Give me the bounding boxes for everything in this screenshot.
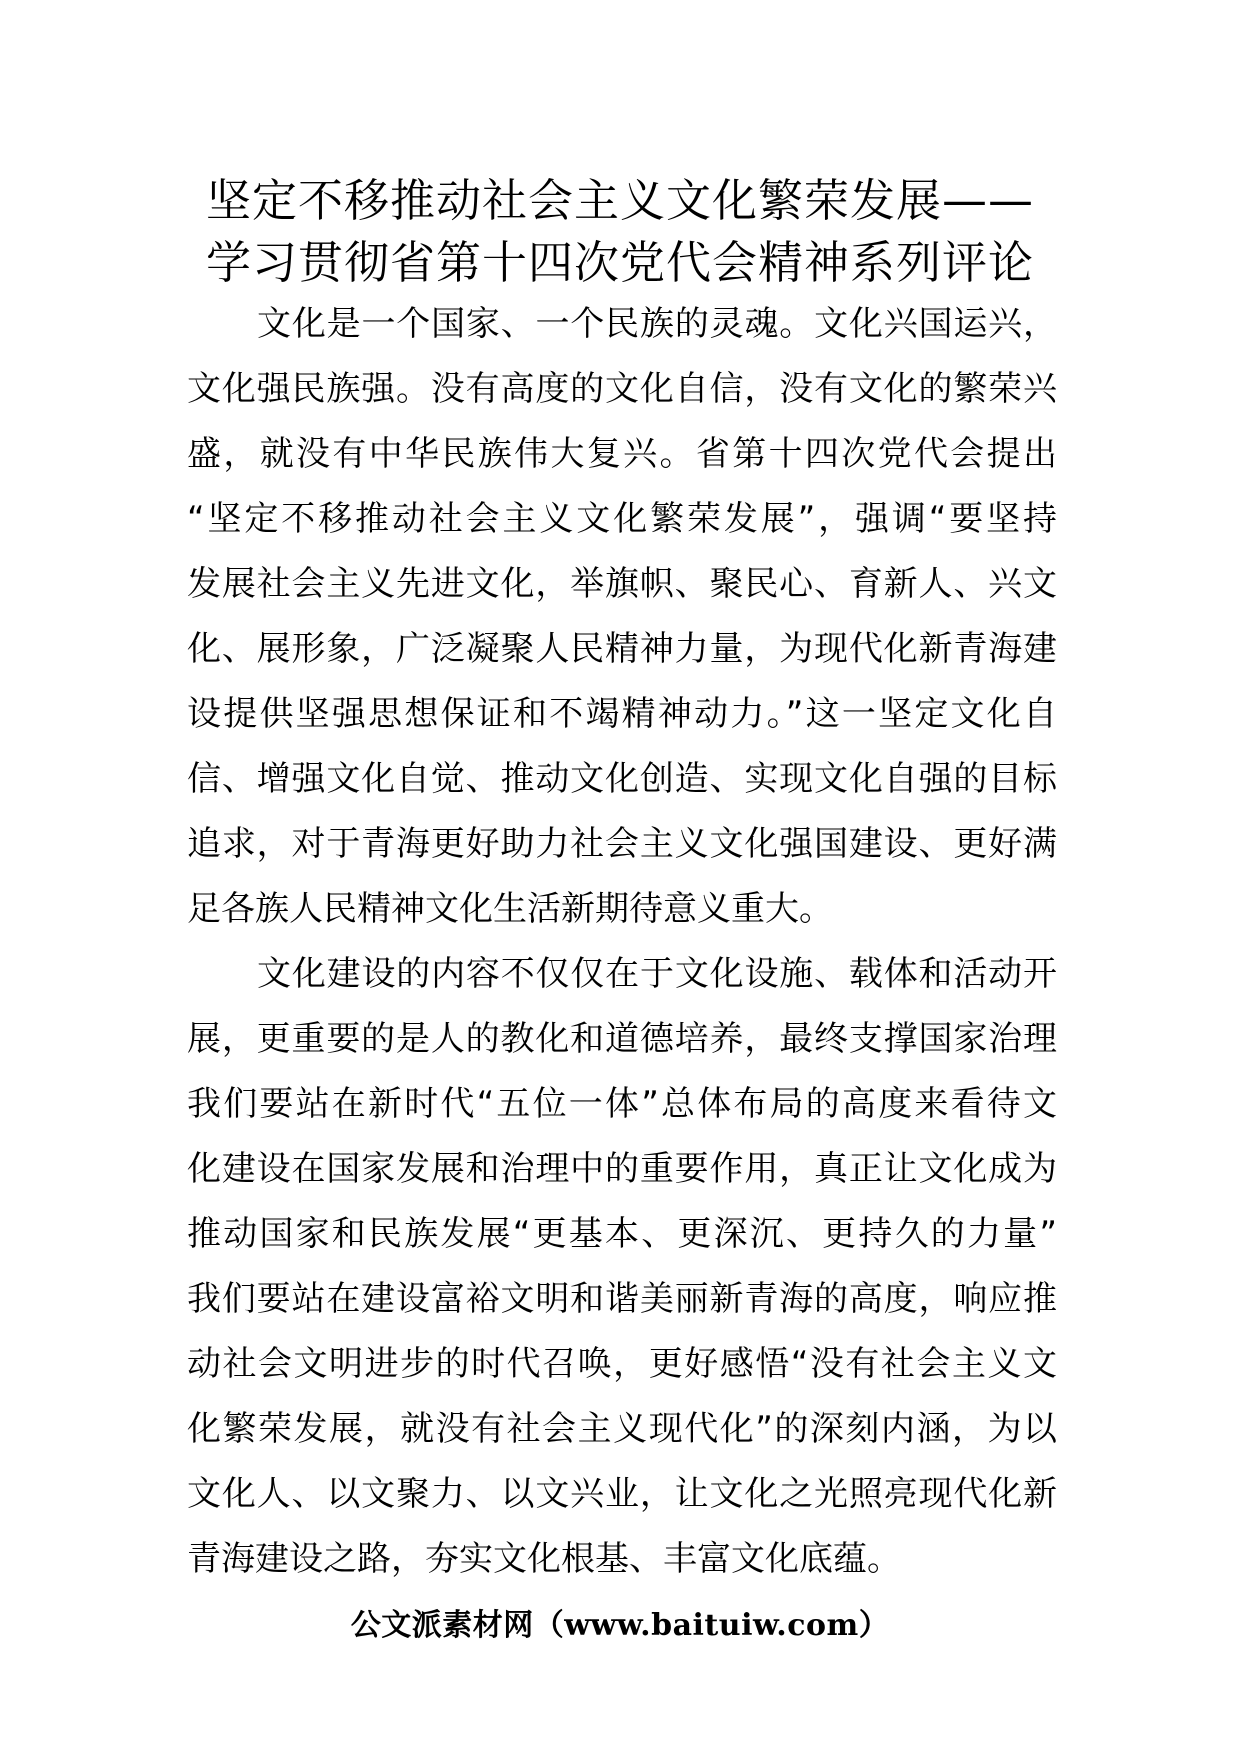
paragraph-line: 文化是一个国家、一个民族的灵魂。文化兴国运兴， (257, 304, 1057, 344)
paragraph-line: 化建设在国家发展和治理中的重要作用，真正让文化成为 (187, 1149, 1057, 1189)
paragraph-line: 文化人、以文聚力、以文兴业，让文化之光照亮现代化新 (187, 1474, 1057, 1514)
paragraph-line: 设提供坚强思想保证和不竭精神动力。”这一坚定文化自 (187, 694, 1057, 734)
paragraph-line: 文化强民族强。没有高度的文化自信，没有文化的繁荣兴 (187, 369, 1057, 409)
paragraph-line: “坚定不移推动社会主义文化繁荣发展”，强调“要坚持 (187, 499, 1057, 539)
paragraph-line: 化、展形象，广泛凝聚人民精神力量，为现代化新青海建 (187, 629, 1057, 669)
footer-source: 公文派素材网（www.baituiw.com） (350, 1608, 890, 1643)
paragraph-line: 我们要站在新时代“五位一体”总体布局的高度来看待文 (187, 1084, 1057, 1124)
paragraph-line: 我们要站在建设富裕文明和谐美丽新青海的高度，响应推 (187, 1279, 1057, 1319)
paragraph-1 (187, 292, 1057, 942)
paragraph-line: 推动国家和民族发展“更基本、更深沉、更持久的力量” (187, 1214, 1057, 1254)
paragraph-line: 发展社会主义先进文化，举旗帜、聚民心、育新人、兴文 (187, 564, 1057, 604)
paragraph-line: 盛，就没有中华民族伟大复兴。省第十四次党代会提出 (187, 434, 1057, 474)
paragraph-line: 化繁荣发展，就没有社会主义现代化”的深刻内涵，为以 (187, 1409, 1057, 1449)
paragraph-line: 追求，对于青海更好助力社会主义文化强国建设、更好满 (187, 824, 1057, 864)
paragraph-line: 青海建设之路，夯实文化根基、丰富文化底蕴。 (187, 1539, 901, 1579)
paragraph-2 (187, 942, 1057, 1592)
paragraph-line: 信、增强文化自觉、推动文化创造、实现文化自强的目标 (187, 759, 1057, 799)
paragraph-line: 展，更重要的是人的教化和道德培养，最终支撑国家治理 (187, 1019, 1057, 1059)
paragraph-line: 足各族人民精神文化生活新期待意义重大。 (187, 889, 833, 929)
document-title-line-2: 学习贯彻省第十四次党代会精神系列评论 (205, 236, 1034, 289)
document-body (187, 292, 1057, 1592)
document-title-line-1: 坚定不移推动社会主义文化繁荣发展—— (205, 174, 1034, 227)
paragraph-line: 动社会文明进步的时代召唤，更好感悟“没有社会主义文 (187, 1344, 1057, 1384)
paragraph-line: 文化建设的内容不仅仅在于文化设施、载体和活动开 (257, 954, 1057, 994)
